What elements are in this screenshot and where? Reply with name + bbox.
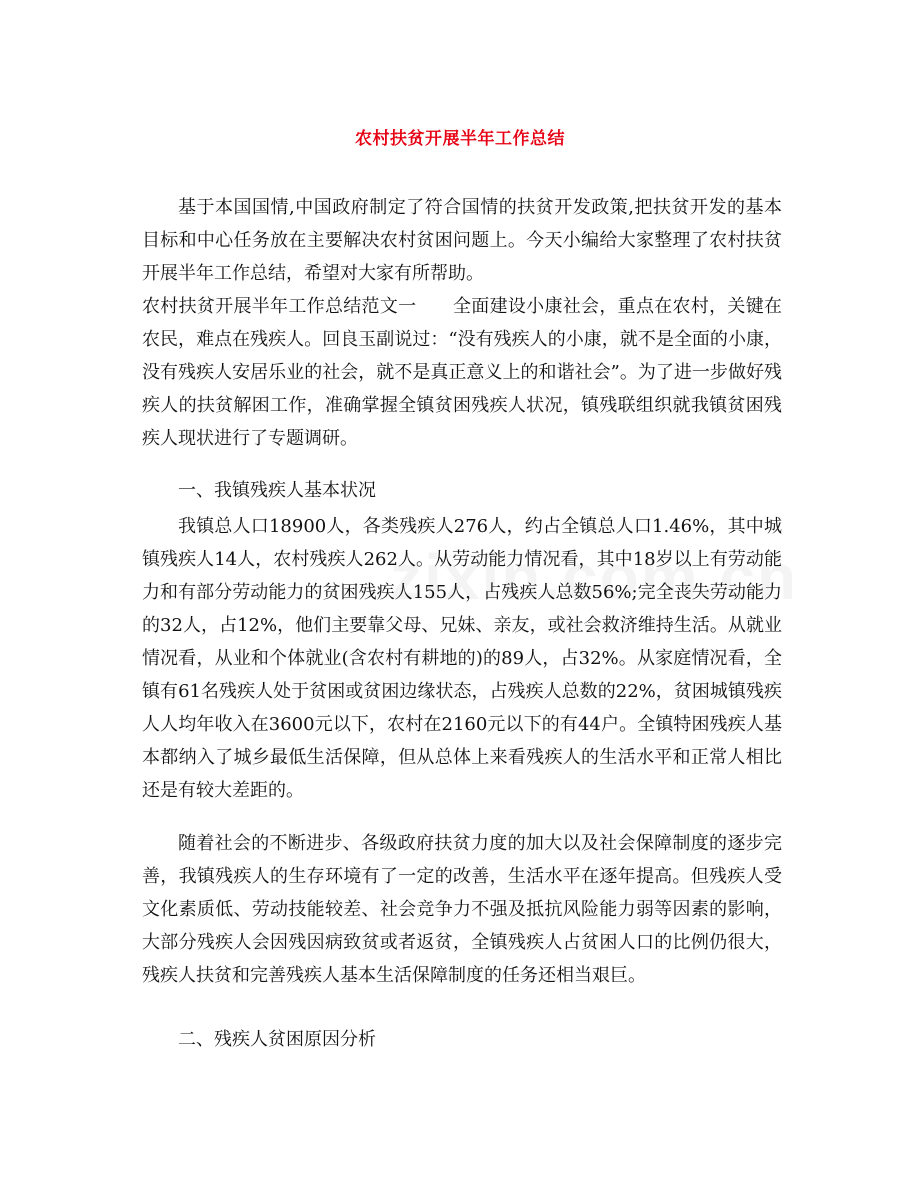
progress-paragraph: 随着社会的不断进步、各级政府扶贫力度的加大以及社会保障制度的逐步完善，我镇残疾人的生存环境有了一定的改善，生活水平在逐年提高。但残疾人受文化素质低、劳动技能较差、社会竞争力不强及抵抗风险能力弱等因素的影响，大部分残疾人会因残因病致贫或者返贫，全镇残疾人占贫困人口的比例仍很大，残疾人扶贫和完善残疾人基本生活保障制度的任务还相当艰巨。 [142, 833, 782, 986]
basic-status-paragraph: 我镇总人口18900人，各类残疾人276人，约占全镇总人口1.46%，其中城镇残疾人14人，农村残疾人262人。从劳动能力情况看，其中18岁以上有劳动能力和有部分劳动能力的贫困残疾人155人，占残疾人总数56%;完全丧失劳动能力的32人，占12%，他们主要靠父母、兄妹、亲友，或社会救济维持生活。从就业情况看，从业和个体就业(含农村有耕地的)的89人，占32%。从家庭情况看，全镇有61名残疾人处于贫困或贫困边缘状态，占残疾人总数的22%，贫困城镇残疾人人均年收入在3600元以下，农村在2160元以下的有44户。全镇特困残疾人基本都纳入了城乡最低生活保障，但从总体上来看残疾人的生活水平和正常人相比还是有较大差距的。 [142, 516, 782, 801]
intro-paragraph: 基于本国国情,中国政府制定了符合国情的扶贫开发政策,把扶贫开发的基本目标和中心任务放在主要解决农村贫困问题上。今天小编给大家整理了农村扶贫开展半年工作总结，希望对大家有所帮助。 [142, 197, 782, 284]
section-heading-one: 一、我镇残疾人基本状况 [178, 480, 376, 501]
section-heading-two: 二、残疾人贫困原因分析 [178, 1029, 376, 1050]
document-title: 农村扶贫开展半年工作总结 [355, 129, 565, 149]
sample-one-paragraph: 农村扶贫开展半年工作总结范文一 全面建设小康社会，重点在农村，关键在农民，难点在残疾人。回良玉副说过：“没有残疾人的小康，就不是全面的小康，没有残疾人安居乐业的社会，就不是真正意义上的和谐社会”。为了进一步做好残疾人的扶贫解困工作，准确掌握全镇贫困残疾人状况，镇残联组织就我镇贫困残疾人现状进行了专题调研。 [142, 296, 782, 449]
